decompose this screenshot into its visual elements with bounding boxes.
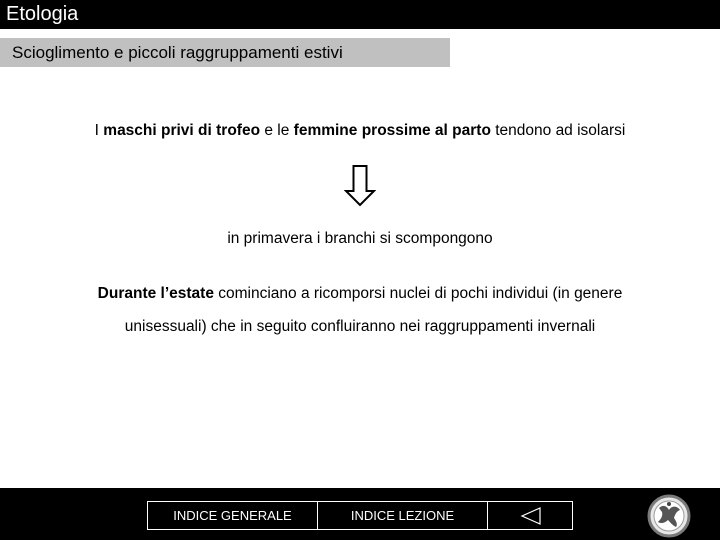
down-arrow-icon [344,165,376,207]
general-index-button[interactable]: INDICE GENERALE [147,501,318,530]
back-triangle-icon [520,507,542,525]
content-line-summer [0,285,720,303]
page-title: Etologia [0,0,720,29]
content-line-isolation [0,122,720,140]
content-line-spring: in primavera i branchi si scompongono [227,230,493,247]
text-part: tendono ad isolarsi [490,122,626,139]
text-bold-summer: Durante l’estate [97,285,214,302]
section-subtitle: Scioglimento e piccoli raggruppamenti estivi [0,38,450,67]
back-button[interactable] [487,501,573,530]
content-line-groups: unisessuali) che in seguito confluiranno nei raggruppamenti invernali [124,318,596,335]
text-bold-males: maschi privi di trofeo [103,122,261,139]
text-part: I [94,122,104,139]
emblem-logo-icon[interactable] [647,494,691,538]
text-part: e le [260,122,294,139]
lesson-index-button[interactable]: INDICE LEZIONE [317,501,488,530]
text-part: cominciano a ricomporsi nuclei di pochi individui (in genere [213,285,623,302]
text-bold-females: femmine prossime al parto [293,122,491,139]
